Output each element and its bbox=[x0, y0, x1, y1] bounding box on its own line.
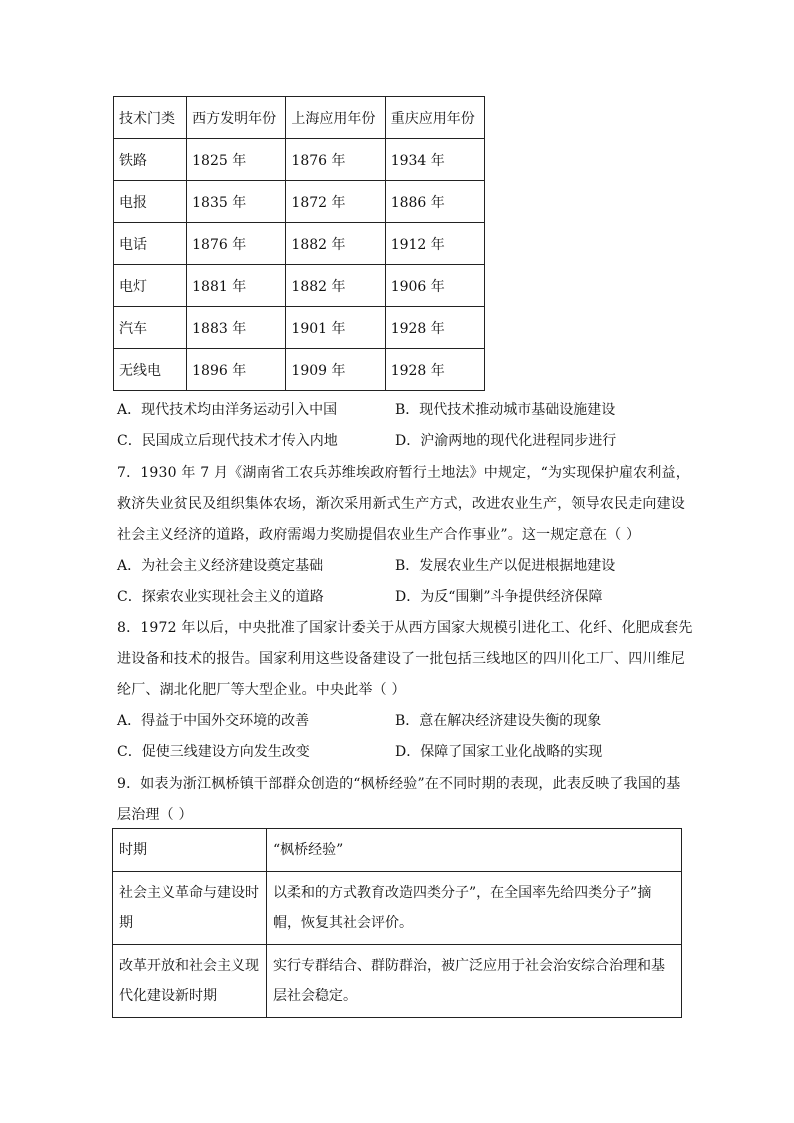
q8-stem-line-3: 纶厂、湖北化肥厂等大型企业。中央此举（ ） bbox=[117, 682, 406, 698]
table-cell: 1882 年 bbox=[286, 265, 385, 307]
table-cell: 1934 年 bbox=[385, 139, 484, 181]
q7-option-c: C．探索农业实现社会主义的道路 bbox=[117, 589, 324, 605]
table-cell: 电话 bbox=[114, 223, 187, 265]
table-cell: 汽车 bbox=[114, 307, 187, 349]
table-cell: 1881 年 bbox=[187, 265, 286, 307]
table-row bbox=[114, 307, 485, 349]
table-cell: 1825 年 bbox=[187, 139, 286, 181]
q7-option-b: B．发展农业生产以促进根据地建设 bbox=[395, 558, 616, 574]
q6-option-b: B．现代技术推动城市基础设施建设 bbox=[395, 402, 616, 418]
table-cell: 1876 年 bbox=[187, 223, 286, 265]
table-header-cell: 重庆应用年份 bbox=[385, 97, 484, 139]
table-cell: 1882 年 bbox=[286, 223, 385, 265]
table-cell: 社会主义革命与建设时期 bbox=[113, 872, 267, 945]
q8-option-c: C．促使三线建设方向发生改变 bbox=[117, 744, 310, 760]
q8-option-d: D．保障了国家工业化战略的实现 bbox=[395, 744, 603, 760]
table-cell: 以柔和的方式教育改造四类分子”，在全国率先给四类分子”摘帽，恢复其社会评价。 bbox=[267, 872, 682, 945]
q6-option-a: A．现代技术均由洋务运动引入中国 bbox=[117, 402, 338, 418]
q6-options-row-2 bbox=[117, 430, 682, 450]
q6-options-row-1 bbox=[117, 399, 682, 419]
q8-option-a: A．得益于中国外交环境的改善 bbox=[117, 713, 310, 729]
q7-options-row-2 bbox=[117, 586, 682, 606]
table-cell: 1835 年 bbox=[187, 181, 286, 223]
table-header-row bbox=[114, 97, 485, 139]
q7-option-d: D．为反“围剿”斗争提供经济保障 bbox=[395, 589, 603, 605]
q8-stem-line-2: 进设备和技术的报告。国家利用这些设备建设了一批包括三线地区的四川化工厂、四川维尼 bbox=[117, 651, 685, 667]
q7-options-row-1 bbox=[117, 555, 682, 575]
table-cell: 1883 年 bbox=[187, 307, 286, 349]
table-cell: 1912 年 bbox=[385, 223, 484, 265]
q7-stem-line-3: 社会主义经济的道路，政府需竭力奖励提倡农业生产合作事业”。这一规定意在（ ） bbox=[117, 527, 641, 543]
table-cell: 电报 bbox=[114, 181, 187, 223]
table-cell: 改革开放和社会主义现代化建设新时期 bbox=[113, 945, 267, 1018]
q9-stem-line-2: 层治理（ ） bbox=[117, 807, 193, 823]
table-header-cell: 时期 bbox=[113, 829, 267, 872]
table-cell: 1909 年 bbox=[286, 349, 385, 391]
table-cell: 1928 年 bbox=[385, 307, 484, 349]
q8-options-row-1 bbox=[117, 710, 682, 730]
table-cell: 无线电 bbox=[114, 349, 187, 391]
q6-option-d: D．沪渝两地的现代化进程同步进行 bbox=[395, 433, 617, 449]
fengqiao-experience-table bbox=[112, 828, 682, 1018]
table-cell: 电灯 bbox=[114, 265, 187, 307]
table-cell: 1876 年 bbox=[286, 139, 385, 181]
table-header-cell: 西方发明年份 bbox=[187, 97, 286, 139]
table-row bbox=[114, 181, 485, 223]
q8-options-row-2 bbox=[117, 741, 682, 761]
table-cell: 1896 年 bbox=[187, 349, 286, 391]
q6-option-c: C．民国成立后现代技术才传入内地 bbox=[117, 433, 338, 449]
q8-stem-line-1: 8．1972 年以后，中央批准了国家计委关于从西方国家大规模引进化工、化纤、化肥成套先 bbox=[117, 620, 693, 636]
table-row bbox=[114, 265, 485, 307]
table-cell: 铁路 bbox=[114, 139, 187, 181]
table-cell: 1901 年 bbox=[286, 307, 385, 349]
table-row bbox=[113, 945, 682, 1018]
q7-stem-line-2: 救济失业贫民及组织集体农场，渐次采用新式生产方式，改进农业生产，领导农民走向建设 bbox=[117, 496, 685, 512]
table-row bbox=[114, 349, 485, 391]
technology-adoption-table bbox=[113, 96, 485, 391]
q7-stem-line-1: 7．1930 年 7 月《湖南省工农兵苏维埃政府暂行土地法》中规定，“为实现保护雇农利益， bbox=[117, 465, 690, 481]
table-header-cell: “枫桥经验” bbox=[267, 829, 682, 872]
table-cell: 1886 年 bbox=[385, 181, 484, 223]
table-header-cell: 技术门类 bbox=[114, 97, 187, 139]
table-header-cell: 上海应用年份 bbox=[286, 97, 385, 139]
table-row bbox=[114, 139, 485, 181]
q9-stem-line-1: 9．如表为浙江枫桥镇干部群众创造的“枫桥经验”在不同时期的表现，此表反映了我国的基 bbox=[117, 776, 681, 792]
table-cell: 1872 年 bbox=[286, 181, 385, 223]
table-cell: 1928 年 bbox=[385, 349, 484, 391]
q8-option-b: B．意在解决经济建设失衡的现象 bbox=[395, 713, 602, 729]
q7-option-a: A．为社会主义经济建设奠定基础 bbox=[117, 558, 324, 574]
table-cell: 实行专群结合、群防群治，被广泛应用于社会治安综合治理和基层社会稳定。 bbox=[267, 945, 682, 1018]
table-row bbox=[113, 872, 682, 945]
table-row bbox=[114, 223, 485, 265]
table-cell: 1906 年 bbox=[385, 265, 484, 307]
table-header-row bbox=[113, 829, 682, 872]
